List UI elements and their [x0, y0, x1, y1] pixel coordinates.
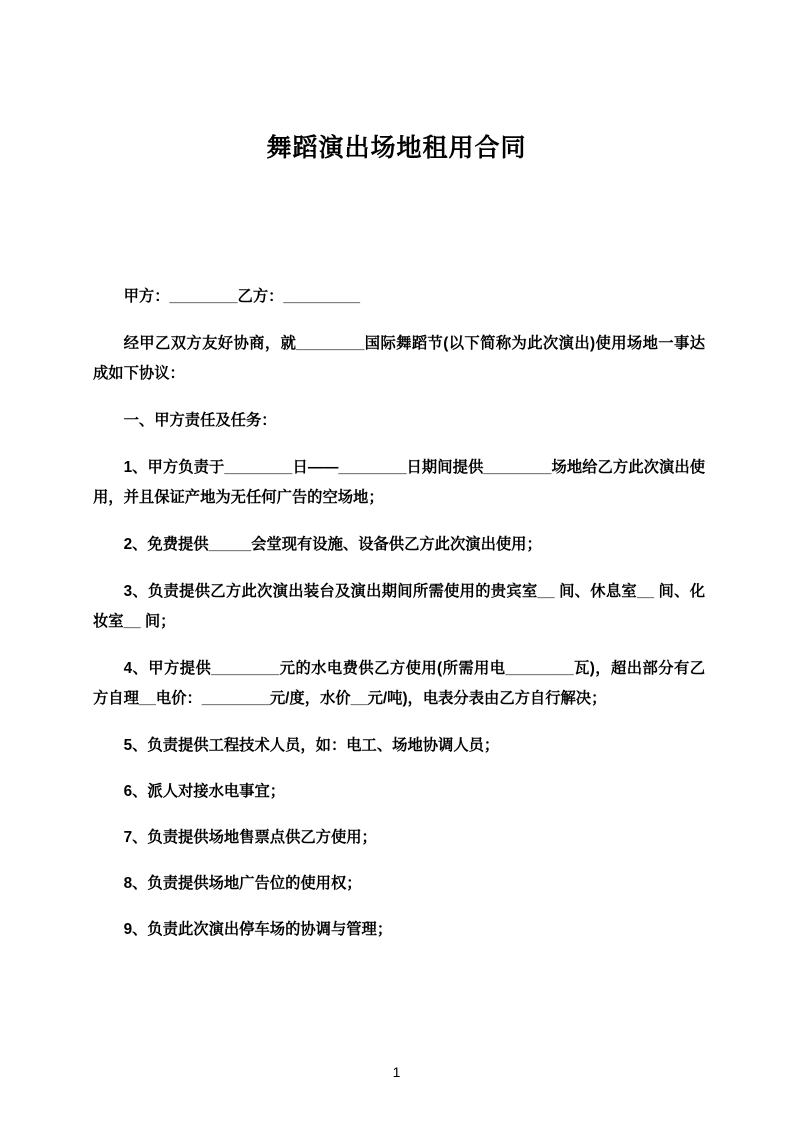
clause-item-3: 3、负责提供乙方此次演出装台及演出期间所需使用的贵宾室__ 间、休息室__ 间、化妆室__ 间； — [93, 583, 705, 630]
clause-item-5: 5、负责提供工程技术人员，如：电工、场地协调人员； — [123, 737, 500, 754]
section-heading-party-a-duties: 一、甲方责任及任务： — [123, 412, 277, 429]
clause-item-6: 6、派人对接水电事宜； — [123, 783, 286, 800]
clause-item-2: 2、免费提供_____会堂现有设施、设备供乙方此次演出使用； — [123, 536, 542, 553]
paragraph-preamble: 经甲乙双方友好协商，就________国际舞蹈节(以下简称为此次演出)使用场地一事达成如下协议： — [93, 335, 705, 382]
clause-item-8: 8、负责提供场地广告位的使用权； — [123, 875, 362, 892]
clause-item-7: 7、负责提供场地售票点供乙方使用； — [123, 829, 377, 846]
clause-item-9: 9、负责此次演出停车场的协调与管理； — [123, 921, 393, 938]
paragraph-parties: 甲方：________乙方：_________ — [123, 288, 361, 305]
document-body — [93, 282, 705, 961]
page-title: 舞蹈演出场地租用合同 — [266, 134, 527, 162]
clause-item-4: 4、甲方提供________元的水电费供乙方使用(所需用电________瓦)，超出部分有乙方自理__电价：________元/度，水价__元/吨)，电表分表由乙方自行解决； — [93, 660, 705, 707]
clause-item-1: 1、甲方负责于________日——________日期间提供________场地给乙方此次演出使用，并且保证产地为无任何广告的空场地； — [93, 459, 705, 506]
page-number: 1 — [392, 1064, 401, 1080]
